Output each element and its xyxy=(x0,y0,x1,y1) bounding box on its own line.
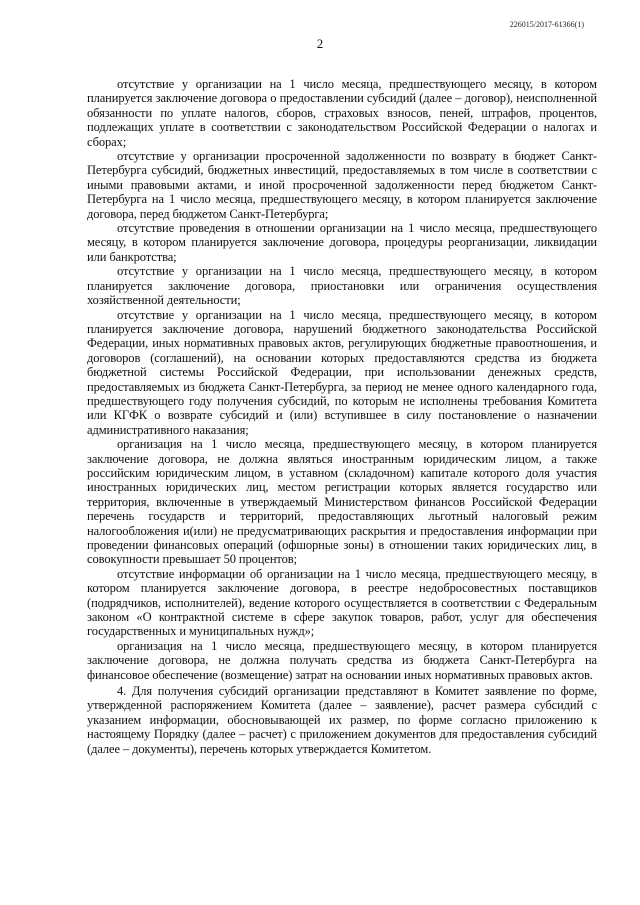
paragraph: отсутствие у организации на 1 число месяца, предшествующего месяцу, в котором планируется заключение договора, приостановки или ограничения осуществления хозяйственной деятельности; xyxy=(87,264,597,308)
page-number: 2 xyxy=(316,36,324,51)
paragraph: отсутствие проведения в отношении организации на 1 число месяца, предшествующего месяцу, в котором планируется заключение договора, процедуры реорганизации, ликвидации или банкротства; xyxy=(87,221,597,264)
paragraph: организация на 1 число месяца, предшествующего месяцу, в котором планируется заключение договора, не должна получать средства из бюджета Санкт-Петербурга на финансовое обеспечение (возмещение) затрат на основании иных нормативных правовых актов. xyxy=(87,638,597,682)
paragraph: отсутствие у организации просроченной задолженности по возврату в бюджет Санкт-Петербурга субсидий, бюджетных инвестиций, предоставляемых в том числе в соответствии с иными правовыми актами, и иной просроченной задолженности перед бюджетом Санкт-Петербурга на 1 число месяца, предшествующего месяцу, в котором планируется заключение договора, перед бюджетом Санкт-Петербурга; xyxy=(87,149,597,221)
paragraph: отсутствие у организации на 1 число месяца, предшествующего месяцу, в котором планируется заключение договора о предоставлении субсидий (далее – договор), неисполненной обязанности по уплате налогов, сборов, страховых взносов, пеней, штрафов, процентов, подлежащих уплате в соответствии с законодательством Российской Федерации о налогах и сборах; xyxy=(87,77,597,149)
paragraph-section-4: 4. Для получения субсидий организации представляют в Комитет заявление по форме, утвержденной распоряжением Комитета (далее – заявление), расчет размера субсидий с указанием информации, обосновывающей их размер, по форме согласно приложению к настоящему Порядку (далее – расчет) с приложением документов для предоставления субсидий (далее – документы), перечень которых утверждается Комитетом. xyxy=(87,684,597,756)
paragraph: организация на 1 число месяца, предшествующего месяцу, в котором планируется заключение договора, не должна являться иностранным юридическим лицом, а также российским юридическим лицом, в уставном (складочном) капитале которого доля участия иностранных юридических лиц, местом регистрации которых является государство или территория, включенные в утверждаемый Министерством финансов Российской Федерации перечень государств и территорий, предоставляющих льготный налоговый режим налогообложения и(или) не предусматривающих раскрытия и предоставления информации при проведении финансовых операций (офшорные зоны) в отношении таких юридических лиц, в совокупности превышает 50 процентов; xyxy=(87,437,597,567)
paragraph: отсутствие у организации на 1 число месяца, предшествующего месяцу, в котором планируется заключение договора, нарушений бюджетного законодательства Российской Федерации, иных нормативных правовых актов, регулирующих бюджетные правоотношения, и договоров (соглашений), на основании которых предоставляются средства из бюджета бюджетной системы Российской Федерации, при использовании денежных средств, предоставляемых из бюджета Санкт-Петербурга, за период не менее одного календарного года, предшествующего году получения субсидий, по которым не исполнены требования Комитета или КГФК о возврате субсидий и (или) вступившее в силу постановление о назначении административного наказания; xyxy=(87,307,597,437)
body-text xyxy=(87,77,597,756)
paragraph: отсутствие информации об организации на 1 число месяца, предшествующего месяцу, в котором планируется заключение договора, в реестре недобросовестных поставщиков (подрядчиков, исполнителей), ведение которого осуществляется в соответствии с Федеральным законом «О контрактной системе в сфере закупок товаров, работ, услуг для обеспечения государственных и муниципальных нужд»; xyxy=(87,566,597,639)
document-id: 226015/2017-61366(1) xyxy=(509,20,584,29)
